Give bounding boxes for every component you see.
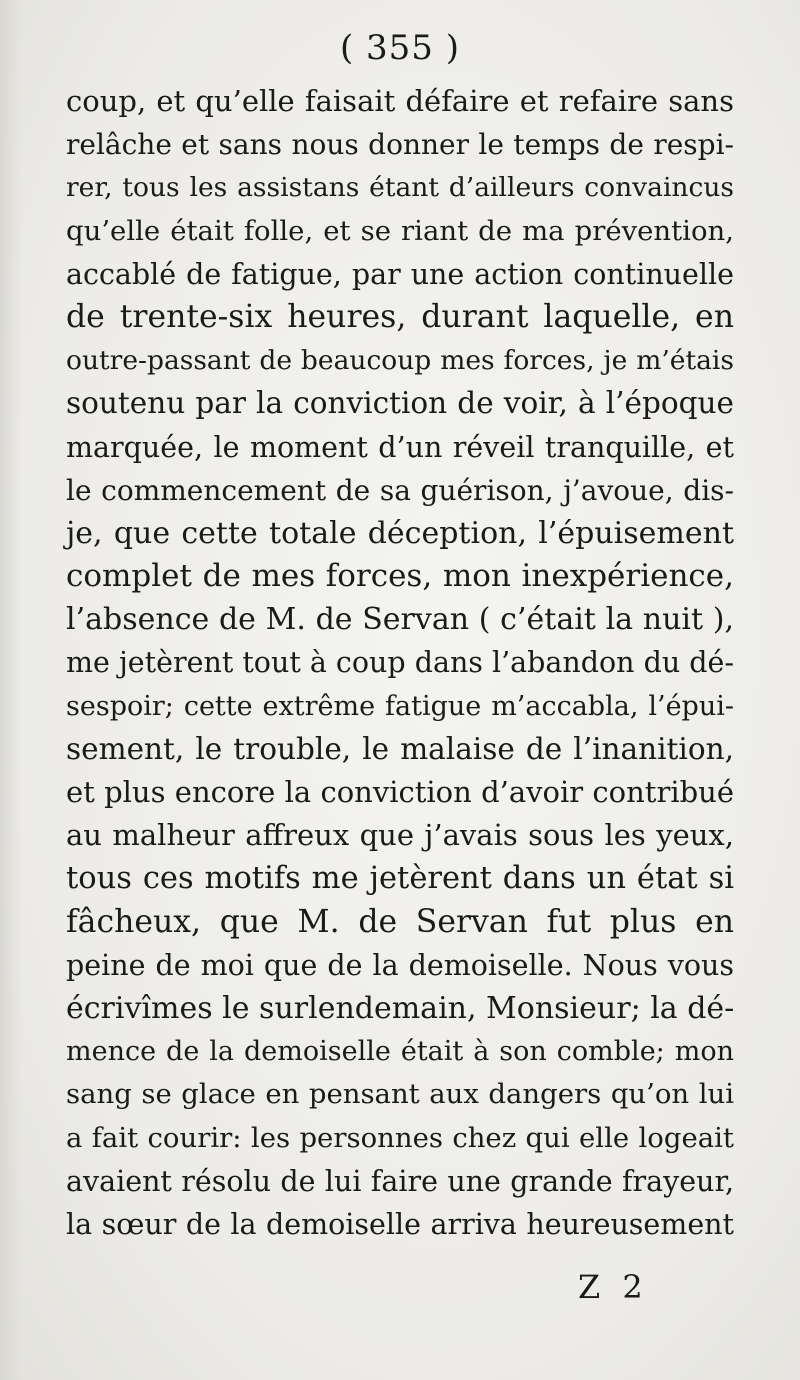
page-number: ( 355 ) <box>339 28 461 68</box>
body-text <box>66 80 734 1246</box>
text-line: avaient résolu de lui faire une grande frayeur, <box>66 1164 734 1198</box>
text-line: accablé de fatigue, par une action continuelle <box>66 257 734 291</box>
text-line: la sœur de la demoiselle arriva heureusement <box>66 1207 734 1241</box>
text-line: écrivîmes le surlendemain, Monsieur; la dé- <box>66 990 735 1026</box>
text-line: le commencement de sa guérison, j’avoue, dis- <box>66 473 734 507</box>
text-line: me jetèrent tout à coup dans l’abandon du dé- <box>66 646 734 680</box>
text-line: de trente-six heures, durant laquelle, en <box>66 298 734 335</box>
text-line: relâche et sans nous donner le temps de respi- <box>66 128 734 162</box>
text-line: tous ces motifs me jetèrent dans un état si <box>66 861 734 897</box>
text-line: je, que cette totale déception, l’épuisement <box>66 515 734 551</box>
page-edge-shadow <box>0 0 22 1380</box>
text-line: sement, le trouble, le malaise de l’inanition, <box>66 731 734 766</box>
text-line: sang se glace en pensant aux dangers qu’on lui <box>66 1078 734 1111</box>
text-line: qu’elle était folle, et se riant de ma prévention, <box>66 214 734 247</box>
text-line: mence de la demoiselle était à son comble; mon <box>66 1036 734 1068</box>
text-line: outre-passant de beaucoup mes forces, je m’étais <box>66 345 734 377</box>
text-line: l’absence de M. de Servan ( c’était la nuit ), <box>66 602 734 638</box>
text-line: complet de mes forces, mon inexpérience, <box>66 558 734 595</box>
signature-mark: Z 2 <box>578 1268 649 1306</box>
text-line: rer, tous les assistans étant d’ailleurs convaincus <box>66 172 734 204</box>
text-line: au malheur affreux que j’avais sous les yeux, <box>66 818 734 853</box>
text-line: coup, et qu’elle faisait défaire et refaire sans <box>66 84 734 118</box>
text-line: fâcheux, que M. de Servan fut plus en <box>66 903 734 940</box>
text-line: marquée, le moment d’un réveil tranquille, et <box>66 430 734 464</box>
text-line: et plus encore la conviction d’avoir contribué <box>66 775 734 809</box>
text-line: soutenu par la conviction de voir, à l’époque <box>66 386 734 421</box>
text-line: peine de moi que de la demoiselle. Nous vous <box>66 948 734 982</box>
text-line: sespoir; cette extrême fatigue m’accabla, l’épui- <box>66 690 734 722</box>
text-line: a fait courir: les personnes chez qui elle logeait <box>66 1121 734 1154</box>
